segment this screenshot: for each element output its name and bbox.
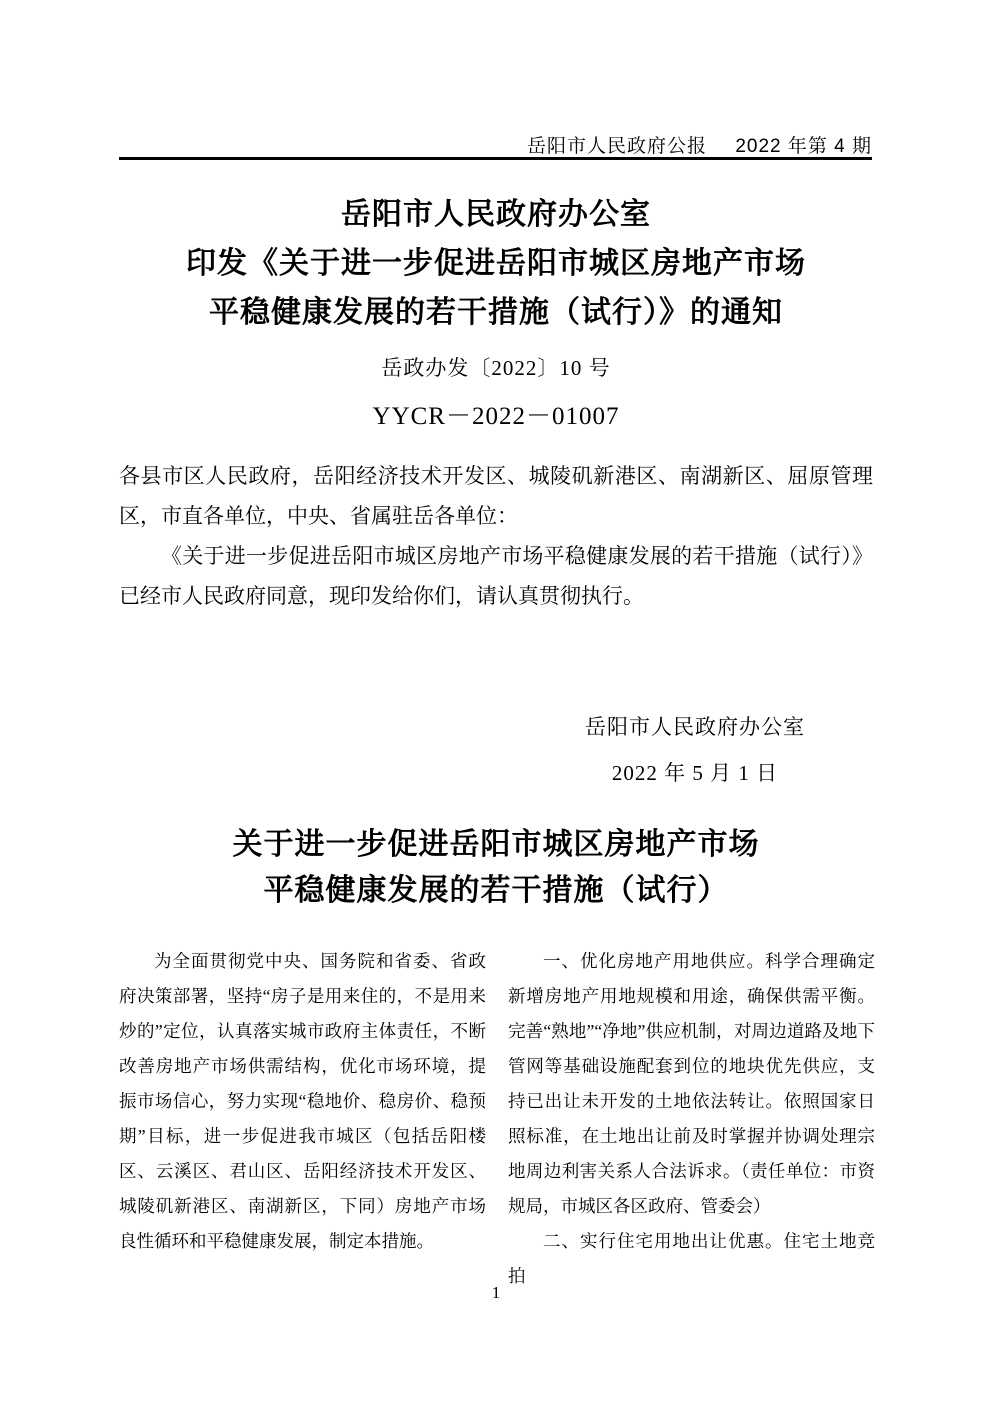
measures-title [0, 822, 992, 914]
notice-title-line-2: 印发《关于进一步促进岳阳市城区房地产市场 [186, 247, 806, 280]
notice-title-line-3: 平稳健康发展的若干措施（试行）》的通知 [209, 296, 783, 329]
right-column [508, 944, 875, 1294]
signature-date: 2022 年 5 月 1 日 [611, 761, 779, 785]
measures-item-2: 二、实行住宅用地出让优惠。住宅土地竞拍 [508, 1231, 875, 1286]
signature-org: 岳阳市人民政府办公室 [585, 715, 805, 739]
notice-body [119, 456, 873, 616]
measures-item-1: 一、优化房地产用地供应。科学合理确定新增房地产用地规模和用途，确保供需平衡。完善“熟地”“净地”供应机制，对周边道路及地下管网等基础设施配套到位的地块优先供应，支持已出让未开发的土地依法转让。依照国家日照标准，在土地出让前及时掌握并协调处理宗地周边利害关系人合法诉求。（责任单位：市资规局，市城区各区政府、管委会） [508, 951, 875, 1216]
doc-number: 岳政办发〔2022〕10 号 [381, 356, 611, 380]
signature-block [500, 704, 890, 796]
measures-columns [119, 944, 876, 1294]
gazette-issue: 2022 年第 4 期 [735, 136, 872, 157]
doc-code: YYCR－2022－01007 [372, 403, 620, 430]
measures-title-line-2: 平稳健康发展的若干措施（试行） [263, 874, 729, 907]
page-header [527, 131, 872, 158]
measures-title-line-1: 关于进一步促进岳阳市城区房地产市场 [232, 828, 760, 861]
notice-main-paragraph: 《关于进一步促进岳阳市城区房地产市场平稳健康发展的若干措施（试行）》已经市人民政府同意，现印发给你们，请认真贯彻执行。 [119, 544, 873, 608]
page-number: 1 [491, 1283, 501, 1302]
header-rule [119, 157, 872, 160]
notice-title [0, 190, 992, 337]
left-column [119, 944, 486, 1294]
gazette-title: 岳阳市人民政府公报 [527, 136, 708, 157]
notice-title-line-1: 岳阳市人民政府办公室 [341, 198, 651, 231]
measures-intro-paragraph: 为全面贯彻党中央、国务院和省委、省政府决策部署，坚持“房子是用来住的，不是用来炒的”定位，认真落实城市政府主体责任，不断改善房地产市场供需结构，优化市场环境，提振市场信心，努力实现“稳地价、稳房价、稳预期”目标，进一步促进我市城区（包括岳阳楼区、云溪区、君山区、岳阳经济技术开发区、城陵矶新港区、南湖新区，下同）房地产市场良性循环和平稳健康发展，制定本措施。 [119, 951, 486, 1251]
recipients-paragraph: 各县市区人民政府，岳阳经济技术开发区、城陵矶新港区、南湖新区、屈原管理区，市直各单位，中央、省属驻岳各单位： [119, 464, 873, 528]
